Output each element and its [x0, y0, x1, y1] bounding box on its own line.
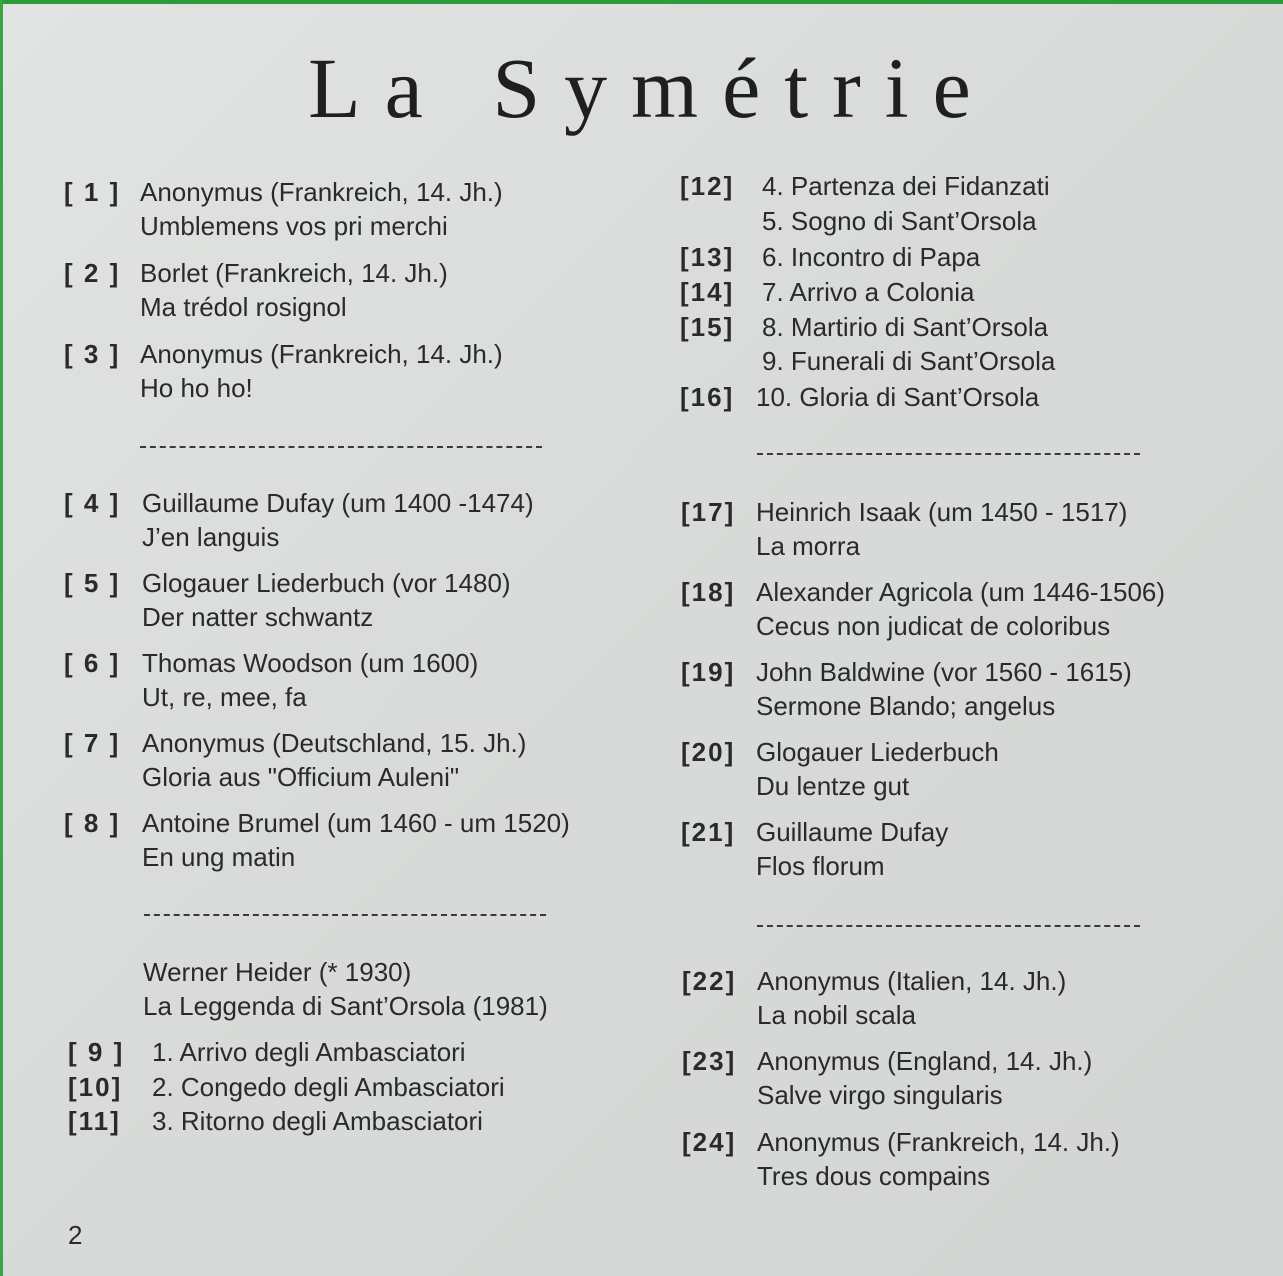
movement-title: 10. Gloria di Sant’Orsola — [756, 382, 1040, 412]
piece-title: Der natter schwantz — [142, 602, 374, 632]
track-number: [13] — [680, 242, 735, 272]
composer-line: Anonymus (Frankreich, 14. Jh.) — [757, 1127, 1120, 1157]
right-entry-19 — [681, 655, 1132, 723]
composer-line: Alexander Agricola (um 1446-1506) — [756, 577, 1166, 607]
track-number: [24] — [682, 1127, 737, 1157]
track-number: [16] — [680, 382, 735, 412]
heider-item-11 — [68, 1104, 483, 1138]
track-number: [ 6 ] — [64, 648, 121, 678]
track-number: [15] — [680, 312, 735, 342]
piece-title: La morra — [756, 531, 861, 561]
right-entry-18 — [681, 575, 1165, 643]
composer-line: Borlet (Frankreich, 14. Jh.) — [140, 258, 448, 288]
left-entry-2 — [64, 256, 448, 324]
right-item-15b — [680, 344, 1055, 378]
right-entry-23 — [682, 1044, 1092, 1112]
track-number: [ 5 ] — [64, 568, 121, 598]
separator — [757, 453, 1140, 455]
right-entry-22 — [682, 964, 1066, 1032]
composer-line: Anonymus (England, 14. Jh.) — [757, 1046, 1093, 1076]
track-number: [ 1 ] — [64, 177, 121, 207]
work-title: La Leggenda di Sant’Orsola (1981) — [143, 991, 548, 1021]
composer-line: Thomas Woodson (um 1600) — [142, 648, 479, 678]
right-entry-24 — [682, 1125, 1120, 1193]
track-number: [10] — [68, 1072, 123, 1102]
track-number: [21] — [681, 817, 736, 847]
composer-line: Antoine Brumel (um 1460 - um 1520) — [142, 808, 570, 838]
right-entry-20 — [681, 735, 999, 803]
piece-title: J’en languis — [142, 522, 280, 552]
track-number: [ 8 ] — [64, 808, 121, 838]
movement-title: 6. Incontro di Papa — [762, 242, 981, 272]
track-number: [ 4 ] — [64, 488, 121, 518]
heider-heading — [143, 955, 548, 1023]
heider-item-9 — [68, 1035, 466, 1069]
separator — [757, 925, 1140, 927]
track-number: [22] — [682, 966, 737, 996]
track-number: [18] — [681, 577, 736, 607]
right-item-12 — [680, 169, 1050, 203]
right-item-16 — [680, 380, 1039, 414]
track-number: [ 9 ] — [68, 1037, 125, 1067]
composer-line: Glogauer Liederbuch (vor 1480) — [142, 568, 511, 598]
movement-title: 7. Arrivo a Colonia — [762, 277, 975, 307]
track-number: [17] — [681, 497, 736, 527]
left-entry-6 — [64, 646, 478, 714]
piece-title: Flos florum — [756, 851, 885, 881]
green-edge-top — [0, 0, 1283, 4]
piece-title: Salve virgo singularis — [757, 1080, 1003, 1110]
track-number: [23] — [682, 1046, 737, 1076]
piece-title: Sermone Blando; angelus — [756, 691, 1056, 721]
movement-title: 3. Ritorno degli Ambasciatori — [152, 1106, 483, 1136]
left-entry-3 — [64, 337, 503, 405]
movement-title: 2. Congedo degli Ambasciatori — [152, 1072, 505, 1102]
track-number: [ 3 ] — [64, 339, 121, 369]
left-entry-7 — [64, 726, 526, 794]
composer-line: Anonymus (Italien, 14. Jh.) — [757, 966, 1067, 996]
piece-title: Cecus non judicat de coloribus — [756, 611, 1111, 641]
composer-line: Guillaume Dufay (um 1400 -1474) — [142, 488, 534, 518]
piece-title: Umblemens vos pri merchi — [140, 211, 448, 241]
right-item-15 — [680, 310, 1048, 344]
left-entry-1 — [64, 175, 503, 243]
composer-line: Glogauer Liederbuch — [756, 737, 999, 767]
right-item-12b — [680, 204, 1037, 238]
track-number: [12] — [680, 171, 735, 201]
track-number: [19] — [681, 657, 736, 687]
composer-line: Guillaume Dufay — [756, 817, 949, 847]
track-number: [ 2 ] — [64, 258, 121, 288]
composer-line: Heinrich Isaak (um 1450 - 1517) — [756, 497, 1128, 527]
separator — [140, 446, 542, 448]
piece-title: Gloria aus "Officium Auleni" — [142, 762, 460, 792]
composer-line: Anonymus (Frankreich, 14. Jh.) — [140, 339, 503, 369]
left-entry-4 — [64, 486, 534, 554]
piece-title: Ho ho ho! — [140, 373, 253, 403]
track-number: [11] — [68, 1106, 121, 1136]
composer-line: John Baldwine (vor 1560 - 1615) — [756, 657, 1132, 687]
left-entry-8 — [64, 806, 570, 874]
composer-line: Anonymus (Frankreich, 14. Jh.) — [140, 177, 503, 207]
piece-title: Ut, re, mee, fa — [142, 682, 307, 712]
separator — [144, 914, 546, 916]
movement-title: 8. Martirio di Sant’Orsola — [762, 312, 1049, 342]
piece-title: La nobil scala — [757, 1000, 916, 1030]
right-item-14 — [680, 275, 974, 309]
page-title: La Symétrie — [308, 40, 995, 136]
movement-title: 9. Funerali di Sant’Orsola — [762, 346, 1056, 376]
movement-title: 1. Arrivo degli Ambasciatori — [152, 1037, 466, 1067]
track-number: [14] — [680, 277, 735, 307]
green-edge-left — [0, 0, 3, 1276]
right-entry-17 — [681, 495, 1127, 563]
movement-title: 4. Partenza dei Fidanzati — [762, 171, 1050, 201]
page-number: 2 — [68, 1220, 83, 1250]
right-item-13 — [680, 240, 980, 274]
piece-title: Tres dous compains — [757, 1161, 991, 1191]
piece-title: Du lentze gut — [756, 771, 910, 801]
movement-title: 5. Sogno di Sant’Orsola — [762, 206, 1037, 236]
track-number: [ 7 ] — [64, 728, 121, 758]
left-entry-5 — [64, 566, 511, 634]
piece-title: Ma trédol rosignol — [140, 292, 347, 322]
track-number: [20] — [681, 737, 736, 767]
composer-line: Anonymus (Deutschland, 15. Jh.) — [142, 728, 527, 758]
heider-item-10 — [68, 1070, 505, 1104]
composer-line: Werner Heider (* 1930) — [143, 957, 412, 987]
piece-title: En ung matin — [142, 842, 296, 872]
right-entry-21 — [681, 815, 948, 883]
